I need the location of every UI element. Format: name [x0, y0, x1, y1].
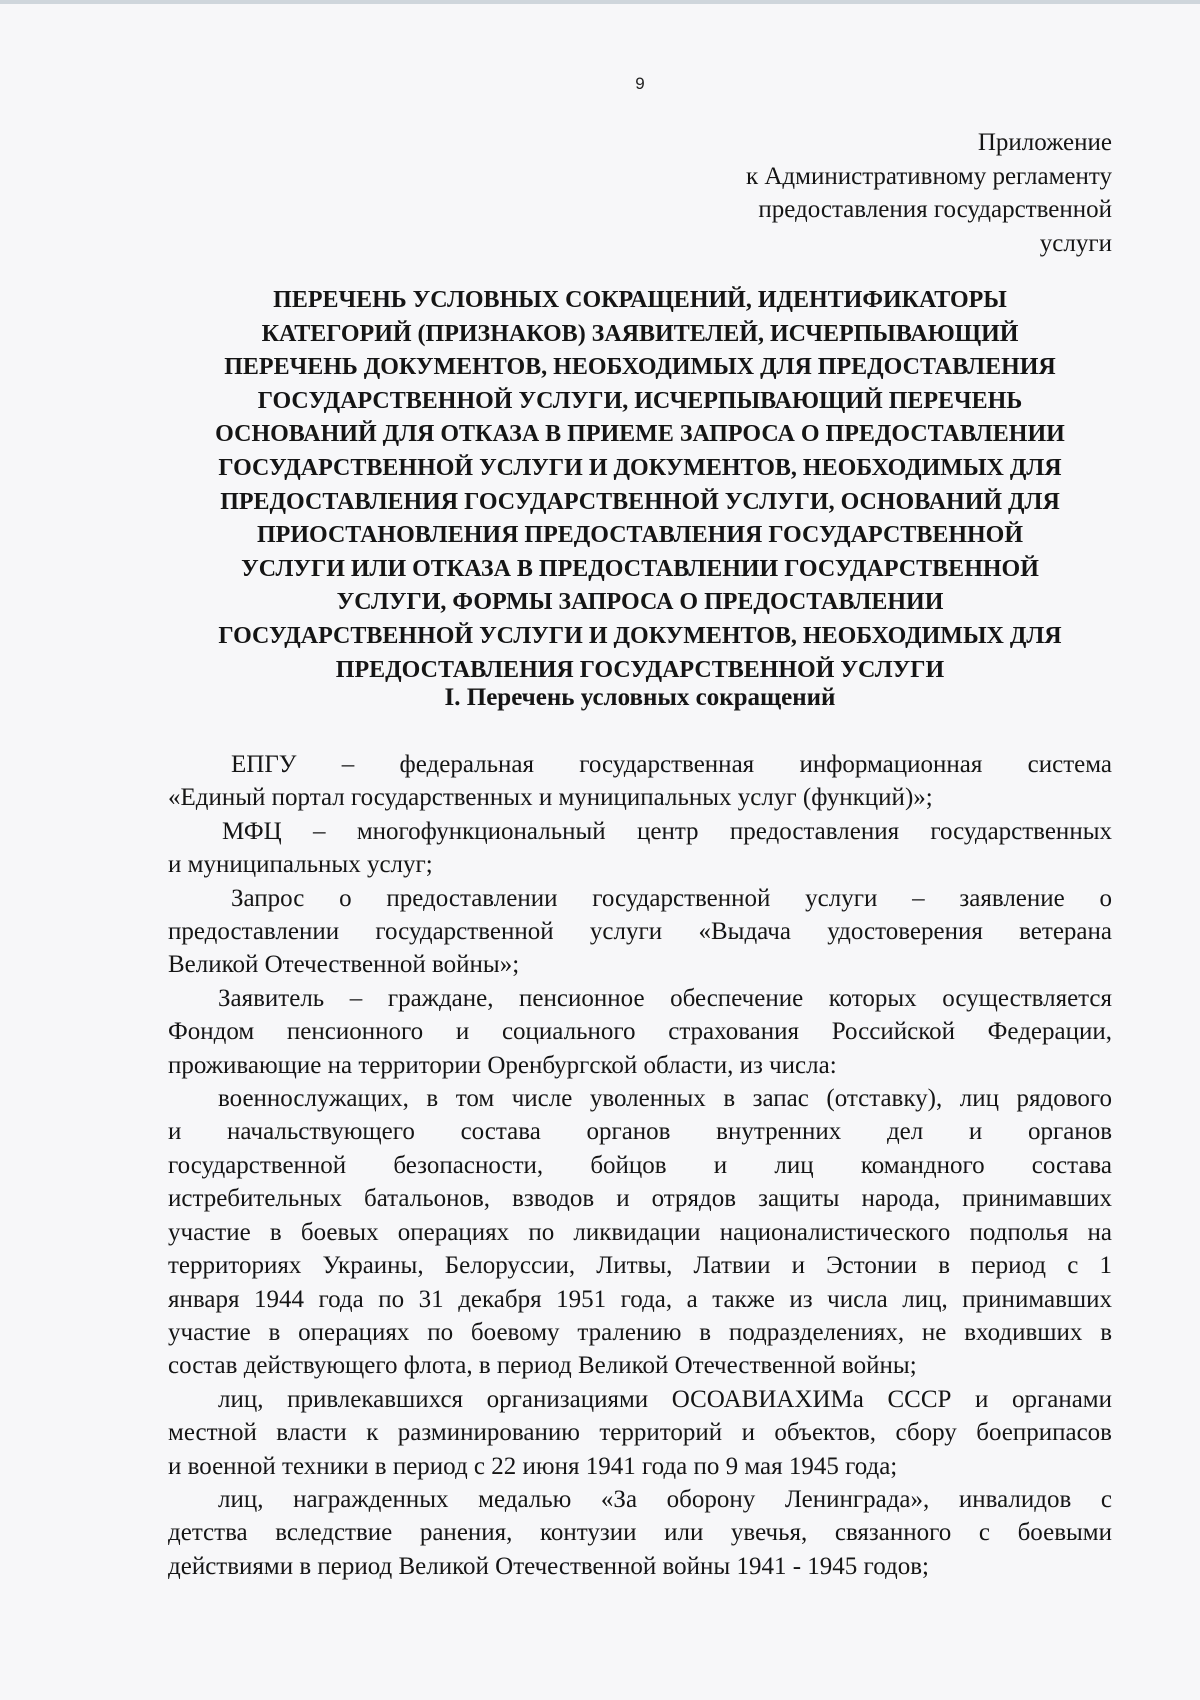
- title-line: ПРЕДОСТАВЛЕНИЯ ГОСУДАРСТВЕННОЙ УСЛУГИ: [335, 656, 945, 683]
- paragraph-applicant: [168, 982, 1112, 1082]
- paragraph-line: МФЦ – многофункциональный центр предоставления государственных: [222, 817, 1112, 845]
- appendix-reference: [746, 126, 1112, 260]
- paragraph-mfc: [168, 815, 1112, 882]
- paragraph-line: Запрос о предоставлении государственной услуги – заявление о: [231, 884, 1112, 912]
- paragraph-line: предоставлении государственной услуги «Выдача удостоверения ветерана: [168, 918, 1112, 946]
- title-line: ПЕРЕЧЕНЬ УСЛОВНЫХ СОКРАЩЕНИЙ, ИДЕНТИФИКАТОРЫ: [273, 287, 1007, 313]
- appendix-line: к Административному регламенту: [745, 162, 1112, 190]
- appendix-line: услуги: [1039, 229, 1112, 257]
- paragraph-line: истребительных батальонов, взводов и отрядов защиты народа, принимавших: [168, 1185, 1112, 1213]
- paragraph-line: Фондом пенсионного и социального страхования Российской Федерации,: [168, 1018, 1112, 1046]
- paragraph-line: лиц, награжденных медалью «За оборону Ленинграда», инвалидов с: [218, 1485, 1112, 1513]
- title-line: ПРИОСТАНОВЛЕНИЯ ПРЕДОСТАВЛЕНИЯ ГОСУДАРСТВЕННОЙ: [256, 522, 1024, 549]
- paragraph-line: военнослужащих, в том числе уволенных в запас (отставку), лиц рядового: [218, 1085, 1112, 1113]
- appendix-line: предоставления государственной: [758, 196, 1112, 223]
- title-line: КАТЕГОРИЙ (ПРИЗНАКОВ) ЗАЯВИТЕЛЕЙ, ИСЧЕРПЫВАЮЩИЙ: [261, 320, 1019, 347]
- paragraph-line: января 1944 года по 31 декабря 1951 года, а также из числа лиц, принимавших: [168, 1285, 1112, 1313]
- paragraph-line: государственной безопасности, бойцов и лиц командного состава: [168, 1151, 1112, 1179]
- title-line: ГОСУДАРСТВЕННОЙ УСЛУГИ, ИСЧЕРПЫВАЮЩИЙ ПЕРЕЧЕНЬ: [257, 387, 1023, 414]
- paragraph-osoaviakhim: [168, 1383, 1112, 1483]
- section-heading: I. Перечень условных сокращений: [444, 684, 836, 711]
- page-number: 9: [635, 74, 645, 93]
- appendix-line: Приложение: [977, 129, 1112, 156]
- document-title: [168, 284, 1112, 687]
- paragraph-line: действиями в период Великой Отечественной войны 1941 - 1945 годов;: [168, 1552, 929, 1580]
- title-line: УСЛУГИ, ФОРМЫ ЗАПРОСА О ПРЕДОСТАВЛЕНИИ: [336, 589, 944, 616]
- document-page: [168, 0, 1112, 1700]
- paragraph-line: территориях Украины, Белоруссии, Литвы, Латвии и Эстонии в период с 1: [168, 1252, 1112, 1280]
- paragraph-servicemen: [168, 1082, 1112, 1383]
- title-line: ГОСУДАРСТВЕННОЙ УСЛУГИ И ДОКУМЕНТОВ, НЕОБХОДИМЫХ ДЛЯ: [218, 622, 1062, 649]
- paragraph-line: «Единый портал государственных и муниципальных услуг (функций)»;: [168, 784, 933, 812]
- paragraph-leningrad-medal: [168, 1483, 1112, 1583]
- title-line: ПРЕДОСТАВЛЕНИЯ ГОСУДАРСТВЕННОЙ УСЛУГИ, ОСНОВАНИЙ ДЛЯ: [220, 488, 1060, 515]
- title-line: ПЕРЕЧЕНЬ ДОКУМЕНТОВ, НЕОБХОДИМЫХ ДЛЯ ПРЕДОСТАВЛЕНИЯ: [224, 354, 1056, 381]
- paragraph-line: и начальствующего состава органов внутренних дел и органов: [168, 1118, 1112, 1146]
- title-line: ОСНОВАНИЙ ДЛЯ ОТКАЗА В ПРИЕМЕ ЗАПРОСА О ПРЕДОСТАВЛЕНИИ: [215, 421, 1065, 448]
- paragraph-line: и муниципальных услуг;: [168, 851, 433, 879]
- paragraph-line: ЕПГУ – федеральная государственная информационная система: [231, 751, 1112, 778]
- title-line: УСЛУГИ ИЛИ ОТКАЗА В ПРЕДОСТАВЛЕНИИ ГОСУДАРСТВЕННОЙ: [241, 555, 1039, 582]
- paragraph-line: местной власти к разминированию территорий и объектов, сбору боеприпасов: [168, 1419, 1112, 1447]
- paragraph-line: лиц, привлекавшихся организациями ОСОАВИАХИМа СССР и органами: [218, 1385, 1112, 1413]
- paragraph-line: детства вследствие ранения, контузии или увечья, связанного с боевыми: [168, 1519, 1112, 1547]
- paragraph-epgu: [168, 748, 1112, 815]
- paragraph-line: проживающие на территории Оренбургской области, из числа:: [168, 1051, 837, 1079]
- paragraph-line: участие в боевых операциях по ликвидации националистического подполья на: [168, 1218, 1112, 1246]
- title-line: ГОСУДАРСТВЕННОЙ УСЛУГИ И ДОКУМЕНТОВ, НЕОБХОДИМЫХ ДЛЯ: [218, 454, 1062, 481]
- paragraph-request: [168, 882, 1112, 982]
- paragraph-line: и военной техники в период с 22 июня 1941 года по 9 мая 1945 года;: [168, 1452, 898, 1480]
- paragraph-line: Заявитель – граждане, пенсионное обеспечение которых осуществляется: [218, 984, 1112, 1012]
- body-text: [168, 748, 1112, 1583]
- paragraph-line: состав действующего флота, в период Великой Отечественной войны;: [168, 1352, 917, 1380]
- paragraph-line: участие в операциях по боевому тралению в подразделениях, не входивших в: [168, 1318, 1112, 1346]
- paragraph-line: Великой Отечественной войны»;: [168, 951, 520, 979]
